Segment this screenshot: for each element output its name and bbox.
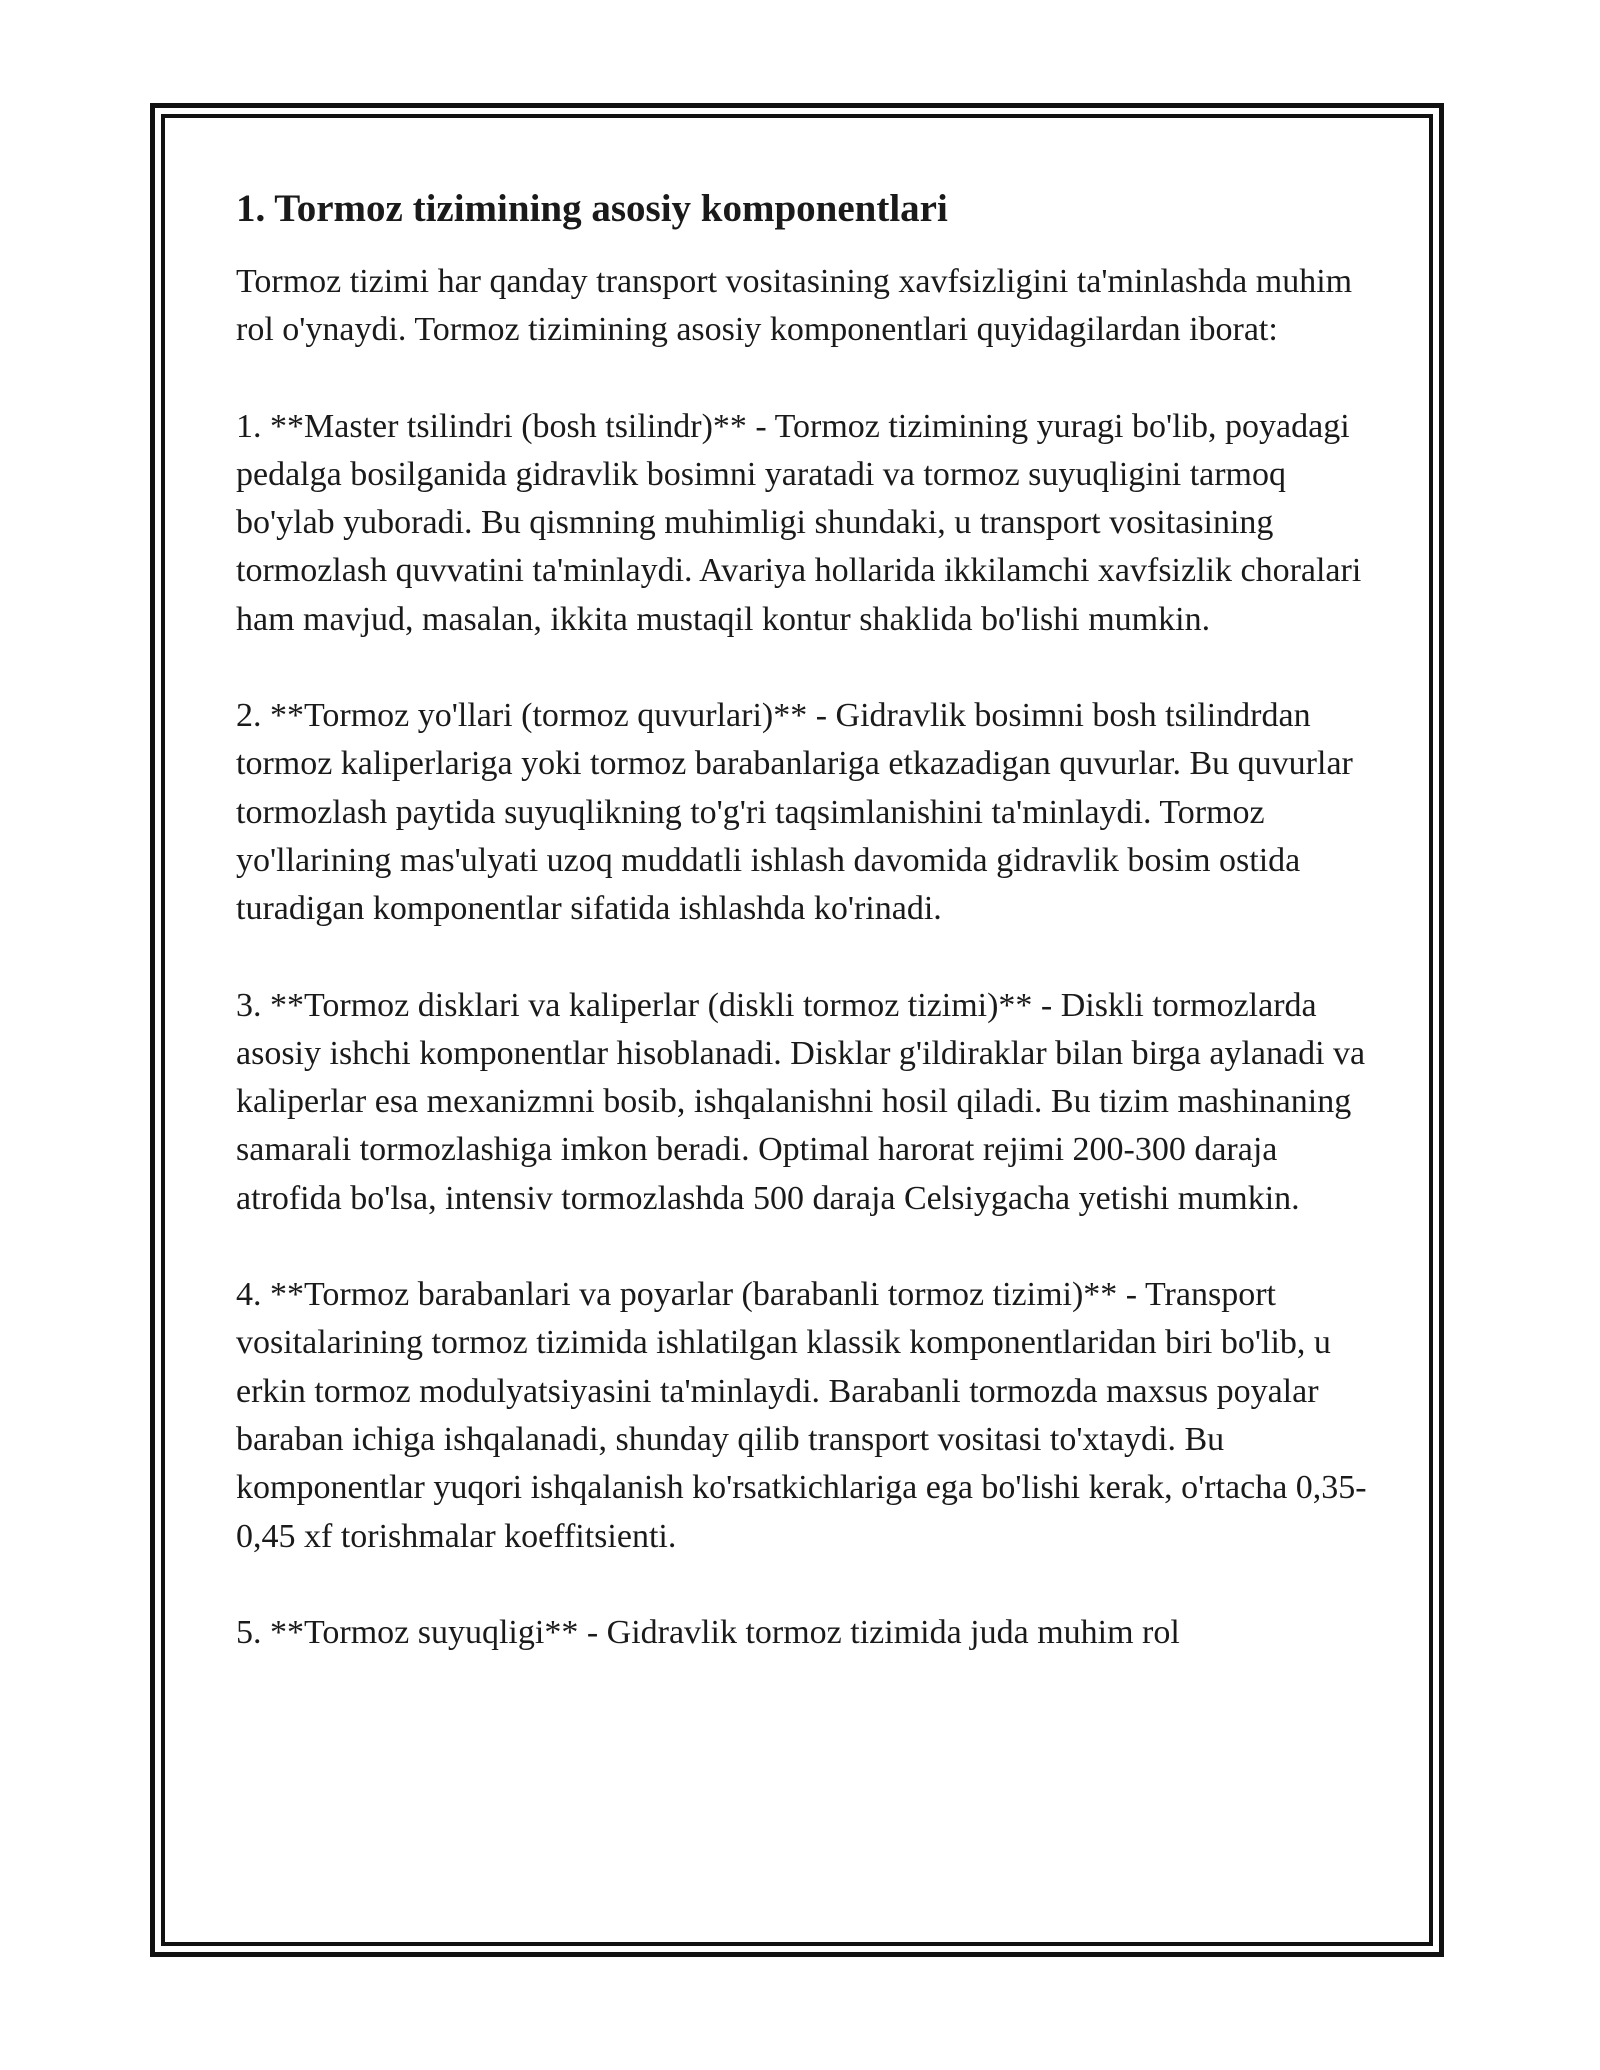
section-heading: 1. Tormoz tizimining asosiy komponentlari (236, 187, 948, 230)
document-body (236, 182, 1386, 1657)
list-item-discs-calipers: 3. **Tormoz disklari va kaliperlar (diskli tormoz tizimi)** - Diskli tormozlarda asosiy ishchi komponentlar hisoblanadi. Disklar g'ildiraklar bilan birga aylanadi va kaliperlar esa mexanizmni bosib, ishqalanishni hosil qiladi. Bu tizim mashinaning samarali tormozlashiga imkon beradi. Optimal harorat rejimi 200-300 daraja atrofida bo'lsa, intensiv tormozlashda 500 daraja Celsiygacha yetishi mumkin. (236, 986, 1366, 1217)
list-item-brake-lines: 2. **Tormoz yo'llari (tormoz quvurlari)** - Gidravlik bosimni bosh tsilindrdan tormoz kaliperlariga yoki tormoz barabanlariga etkazadigan quvurlar. Bu quvurlar tormozlash paytida suyuqlikning to'g'ri taqsimlanishini ta'minlaydi. Tormoz yo'llarining mas'ulyati uzoq muddatli ishlash davomida gidravlik bosim ostida turadigan komponentlar sifatida ishlashda ko'rinadi. (236, 697, 1353, 928)
list-item-brake-fluid: 5. **Tormoz suyuqligi** - Gidravlik tormoz tizimida juda muhim rol (236, 1613, 1180, 1651)
list-item-drums-shoes: 4. **Tormoz barabanlari va poyarlar (barabanli tormoz tizimi)** - Transport vositalarining tormoz tizimida ishlatilgan klassik komponentlaridan biri bo'lib, u erkin tormoz modulyatsiyasini ta'minlaydi. Barabanli tormozda maxsus poyalar baraban ichiga ishqalanadi, shunday qilib transport vositasi to'xtaydi. Bu komponentlar yuqori ishqalanish ko'rsatkichlariga ega bo'lishi kerak, o'rtacha 0,35-0,45 xf torishmalar koeffitsienti. (236, 1276, 1367, 1555)
intro-paragraph: Tormoz tizimi har qanday transport vositasining xavfsizligini ta'minlashda muhim rol o'ynaydi. Tormoz tizimining asosiy komponentlari quyidagilardan iborat: (236, 263, 1353, 349)
list-item-master-cylinder: 1. **Master tsilindri (bosh tsilindr)** - Tormoz tizimining yuragi bo'lib, poyadagi pedalga bosilganida gidravlik bosimni yaratadi va tormoz suyuqligini tarmoq bo'ylab yuboradi. Bu qismning muhimligi shundaki, u transport vositasining tormozlash quvvatini ta'minlaydi. Avariya hollarida ikkilamchi xavfsizlik choralari ham mavjud, masalan, ikkita mustaqil kontur shaklida bo'lishi mumkin. (236, 407, 1362, 638)
